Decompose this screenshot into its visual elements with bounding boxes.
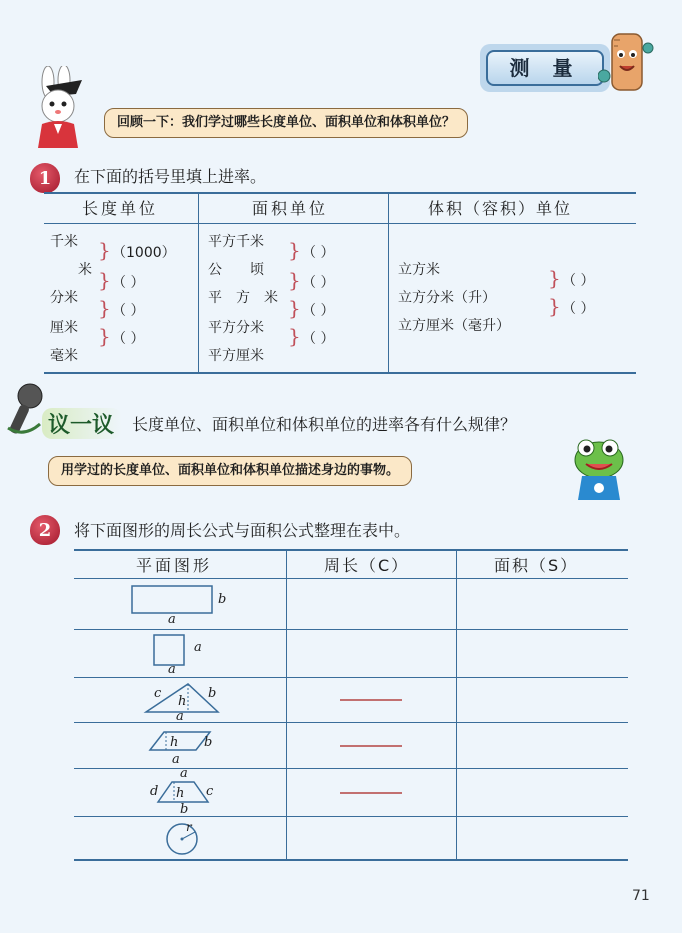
length-rate-blank[interactable]: （1000）	[112, 245, 176, 261]
volume-unit: 立方分米（升）	[398, 290, 496, 306]
review-speech-bubble: 回顾一下：我们学过哪些长度单位、面积单位和体积单位？	[104, 108, 468, 138]
label-a: a	[168, 662, 176, 677]
describe-speech-bubble: 用学过的长度单位、面积单位和体积单位描述身边的事物。	[48, 456, 412, 486]
label-h: h	[170, 735, 179, 750]
ruler-mascot-icon	[598, 28, 654, 98]
label-b: b	[204, 735, 213, 750]
section1-title: 在下面的括号里填上进率。	[74, 167, 267, 186]
label-b: b	[218, 592, 227, 607]
brace-mark: }	[548, 266, 561, 290]
section-number-badge: 1	[30, 163, 60, 193]
brace-mark: }	[288, 238, 301, 262]
brace-mark: }	[548, 294, 561, 318]
header-shape: 平面图形	[136, 556, 213, 575]
label-b: b	[208, 686, 217, 701]
length-unit: 毫米	[50, 348, 78, 364]
area-unit: 平 方 米	[208, 290, 278, 306]
brace-mark: }	[288, 296, 301, 320]
table2-row-rule	[74, 677, 628, 678]
table2-row-rule	[74, 768, 628, 769]
table1-bottom-rule	[44, 372, 636, 374]
length-rate-blank[interactable]: （ ）	[112, 303, 145, 319]
label-a: a	[194, 640, 202, 655]
volume-rate-blank[interactable]: （ ）	[562, 273, 595, 289]
area-unit: 平方厘米	[208, 348, 264, 364]
answer-line[interactable]	[340, 699, 402, 701]
label-a: a	[176, 709, 184, 724]
table2-bottom-rule	[74, 859, 628, 861]
label-h: h	[176, 786, 185, 801]
brace-mark: }	[288, 324, 301, 348]
brace-mark: }	[98, 296, 111, 320]
length-unit: 米	[78, 262, 92, 278]
table1-col-divider	[388, 192, 389, 373]
brace-mark: }	[98, 268, 111, 292]
area-unit: 公 顷	[208, 262, 264, 278]
length-rate-blank[interactable]: （ ）	[112, 331, 145, 347]
length-rate-blank[interactable]: （ ）	[112, 275, 145, 291]
brace-mark: }	[98, 324, 111, 348]
frog-mascot-icon	[566, 436, 632, 502]
page-number: 71	[632, 888, 650, 904]
table1-col-divider	[198, 192, 199, 373]
area-rate-blank[interactable]: （ ）	[302, 275, 335, 291]
area-rate-blank[interactable]: （ ）	[302, 245, 335, 261]
label-r: r	[186, 820, 192, 834]
brace-mark: }	[288, 268, 301, 292]
table2-top-rule	[74, 549, 628, 551]
table1-header-rule	[44, 223, 636, 224]
section2-title: 将下面图形的周长公式与面积公式整理在表中。	[74, 521, 411, 540]
header-perimeter: 周长（C）	[324, 556, 410, 575]
label-c: c	[154, 686, 162, 701]
discuss-label: 议一议	[42, 408, 122, 439]
table2-row-rule	[74, 722, 628, 723]
table2-row-rule	[74, 816, 628, 817]
brace-mark: }	[98, 238, 111, 262]
header-volume-units: 体积（容积）单位	[428, 199, 573, 218]
circle-shape	[160, 822, 204, 856]
label-a: a	[172, 752, 180, 767]
header-area-units: 面积单位	[252, 199, 329, 218]
volume-unit: 立方厘米（毫升）	[398, 318, 510, 334]
table2-row-rule	[74, 578, 628, 579]
label-h: h	[178, 694, 187, 709]
length-unit: 厘米	[50, 320, 78, 336]
area-rate-blank[interactable]: （ ）	[302, 331, 335, 347]
label-c: c	[206, 784, 214, 799]
rabbit-teacher-icon	[24, 66, 94, 156]
length-unit: 千米	[50, 234, 78, 250]
section-number-badge: 2	[30, 515, 60, 545]
label-a: a	[180, 766, 188, 781]
length-unit: 分米	[50, 290, 78, 306]
volume-rate-blank[interactable]: （ ）	[562, 301, 595, 317]
answer-line[interactable]	[340, 745, 402, 747]
table2-col-divider	[286, 549, 287, 861]
table1-top-rule	[44, 192, 636, 194]
volume-unit: 立方米	[398, 262, 440, 278]
area-rate-blank[interactable]: （ ）	[302, 303, 335, 319]
label-d: d	[150, 784, 159, 799]
label-b: b	[180, 802, 189, 817]
header-area: 面积（S）	[494, 556, 579, 575]
header-length-units: 长度单位	[82, 199, 159, 218]
rectangle-shape	[120, 580, 250, 630]
table2-col-divider	[456, 549, 457, 861]
area-unit: 平方千米	[208, 234, 264, 250]
answer-line[interactable]	[340, 792, 402, 794]
discuss-question: 长度单位、面积单位和体积单位的进率各有什么规律？	[132, 415, 517, 434]
area-unit: 平方分米	[208, 320, 264, 336]
chapter-badge: 测 量	[486, 50, 604, 86]
microphone-icon	[4, 380, 46, 440]
label-a: a	[168, 612, 176, 627]
